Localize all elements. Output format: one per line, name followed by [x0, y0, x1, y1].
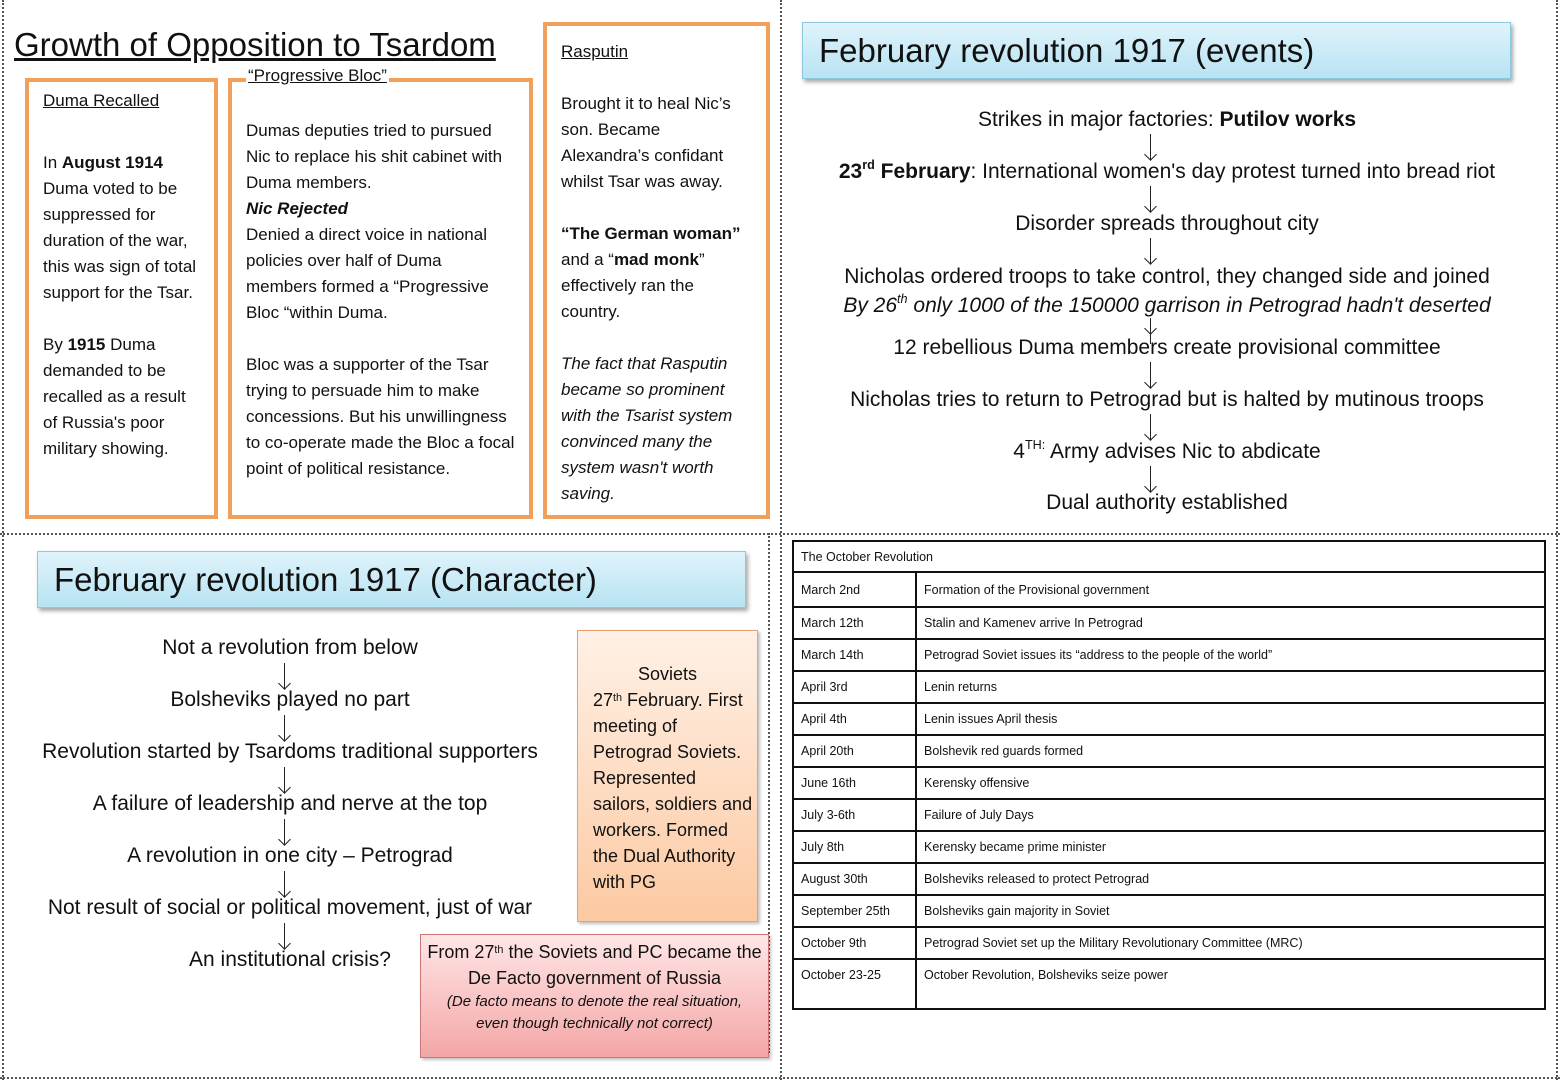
arrow-down-icon — [1145, 414, 1157, 442]
event-committee: 12 rebellious Duma members create provisional committee — [893, 336, 1441, 359]
arrow-down-icon — [279, 923, 291, 951]
character-item: Not result of social or political movement, just of war — [47, 896, 533, 919]
bloc-paragraph-3: Bloc was a supporter of the Tsar trying to persuade him to make concessions. But his unwillingness to co-operate made the Bloc a focal point of political resistance. — [246, 355, 515, 478]
row-date: March 14th — [793, 639, 916, 671]
bloc-paragraph-1: Dumas deputies tried to pursued Nic to replace his shit cabinet with Duma members. — [246, 121, 503, 192]
bloc-heading: “Progressive Bloc” — [248, 66, 387, 85]
character-title: February revolution 1917 (Character) — [54, 560, 597, 598]
table-row — [793, 671, 1545, 703]
row-date: March 2nd — [793, 572, 916, 607]
arrow-down-icon — [1145, 466, 1157, 494]
rasputin-paragraph-3: The fact that Rasputin became so prominent with the Tsarist system convinced many the system wasn't worth saving. — [561, 354, 733, 503]
duma-paragraph-2: By 1915 Duma demanded to be recalled as a result of Russia's poor military showing. — [43, 335, 186, 458]
row-date: October 23-25 — [793, 959, 916, 1009]
arrow-down-icon — [279, 767, 291, 795]
table-row — [793, 703, 1545, 735]
rasputin-paragraph-1: Brought it to heal Nic’s son. Became Alexandra’s confidant whilst Tsar was away. — [561, 94, 731, 191]
table-row — [793, 607, 1545, 639]
table-row — [793, 799, 1545, 831]
character-item: Revolution started by Tsardoms traditional supporters — [42, 740, 538, 763]
event-womens-day: 23rd February: International women's day protest turned into bread riot — [838, 158, 1496, 183]
events-title: February revolution 1917 (events) — [819, 31, 1315, 69]
row-date: April 4th — [793, 703, 916, 735]
row-date: April 3rd — [793, 671, 916, 703]
row-date: March 12th — [793, 607, 916, 639]
table-row — [793, 572, 1545, 607]
character-item: An institutional crisis? — [189, 948, 391, 971]
event-dual-authority: Dual authority established — [1046, 491, 1288, 514]
table-row — [793, 959, 1545, 1009]
horizontal-divider — [0, 533, 1560, 535]
bloc-paragraph-2: Denied a direct voice in national policies over half of Duma members formed a “Progressive Bloc “within Duma. — [246, 225, 489, 322]
character-item: A revolution in one city – Petrograd — [127, 844, 453, 867]
row-date: July 3-6th — [793, 799, 916, 831]
row-event: Kerensky became prime minister — [916, 831, 1545, 863]
rasputin-paragraph-2: “The German woman” and a “mad monk” effectively ran the country. — [561, 224, 741, 321]
row-event: Kerensky offensive — [916, 767, 1545, 799]
events-banner — [802, 22, 1511, 79]
row-event: Lenin issues April thesis — [916, 703, 1545, 735]
rasputin-box — [543, 22, 770, 519]
section-title-opposition: Growth of Opposition to Tsardom — [14, 26, 496, 63]
arrow-down-icon — [1145, 186, 1157, 214]
table-row — [793, 735, 1545, 767]
duma-heading: Duma Recalled — [43, 91, 160, 110]
character-item: Not a revolution from below — [162, 636, 418, 659]
row-date: July 8th — [793, 831, 916, 863]
row-date: April 20th — [793, 735, 916, 767]
de-facto-definition: (De facto means to denote the real situation, even though technically not correct) — [446, 993, 743, 1032]
arrow-down-icon — [279, 663, 291, 691]
character-item: A failure of leadership and nerve at the top — [92, 792, 488, 815]
vertical-divider — [780, 0, 782, 1080]
soviets-text: 27th February. First meeting of Petrograd Soviets. Represented sailors, soldiers and workers. Formed the Dual Authority with PG — [593, 690, 753, 892]
row-event: Bolsheviks released to protect Petrograd — [916, 863, 1545, 895]
october-revolution-table — [792, 540, 1546, 1010]
event-strikes: Strikes in major factories: Putilov works — [977, 108, 1357, 131]
row-event: Failure of July Days — [916, 799, 1545, 831]
table-row — [793, 831, 1545, 863]
event-halted: Nicholas tries to return to Petrograd but is halted by mutinous troops — [850, 388, 1484, 411]
arrow-down-icon — [279, 871, 291, 899]
progressive-bloc-box — [228, 78, 533, 519]
de-facto-statement: From 27th the Soviets and PC became the De Facto government of Russia — [427, 942, 762, 988]
page-border-left — [2, 0, 4, 1080]
row-date: June 16th — [793, 767, 916, 799]
row-date: August 30th — [793, 863, 916, 895]
page-border-right — [1556, 0, 1558, 1080]
row-event: October Revolution, Bolsheviks seize power — [916, 959, 1545, 1009]
row-date: October 9th — [793, 927, 916, 959]
character-banner — [37, 551, 746, 608]
table-row — [793, 927, 1545, 959]
bloc-nic-rejected: Nic Rejected — [246, 199, 349, 218]
row-date: September 25th — [793, 895, 916, 927]
row-event: Petrograd Soviet issues its “address to the people of the world” — [916, 639, 1545, 671]
arrow-down-icon — [1145, 238, 1157, 266]
arrow-down-icon — [1145, 134, 1157, 162]
event-garrison: By 26th only 1000 of the 150000 garrison in Petrograd hadn't deserted — [843, 292, 1491, 317]
table-row — [793, 895, 1545, 927]
table-row — [793, 639, 1545, 671]
duma-paragraph-1: In August 1914 Duma voted to be suppressed for duration of the war, this was sign of total support for the Tsar. — [43, 153, 197, 302]
row-event: Formation of the Provisional government — [916, 572, 1545, 607]
arrow-down-icon — [279, 715, 291, 743]
row-event: Lenin returns — [916, 671, 1545, 703]
duma-recalled-box — [25, 78, 218, 519]
rasputin-heading: Rasputin — [561, 42, 629, 61]
soviets-heading: Soviets — [637, 664, 698, 684]
table-row — [793, 767, 1545, 799]
row-event: Bolsheviks gain majority in Soviet — [916, 895, 1545, 927]
table-title: The October Revolution — [793, 541, 1545, 572]
de-facto-box — [420, 934, 769, 1058]
event-troops: Nicholas ordered troops to take control, they changed side and joined — [844, 265, 1490, 288]
row-event: Stalin and Kamenev arrive In Petrograd — [916, 607, 1545, 639]
row-event: Bolshevik red guards formed — [916, 735, 1545, 767]
soviets-box — [577, 630, 758, 922]
arrow-down-icon — [1145, 362, 1157, 390]
character-item: Bolsheviks played no part — [170, 688, 410, 711]
event-disorder: Disorder spreads throughout city — [1015, 212, 1319, 235]
row-event: Petrograd Soviet set up the Military Revolutionary Committee (MRC) — [916, 927, 1545, 959]
arrow-down-icon — [1145, 318, 1157, 336]
arrow-down-icon — [279, 819, 291, 847]
table-row — [793, 863, 1545, 895]
event-abdicate: $4^{TH:}$ Army advises Nic to abdicate — [1013, 438, 1321, 463]
